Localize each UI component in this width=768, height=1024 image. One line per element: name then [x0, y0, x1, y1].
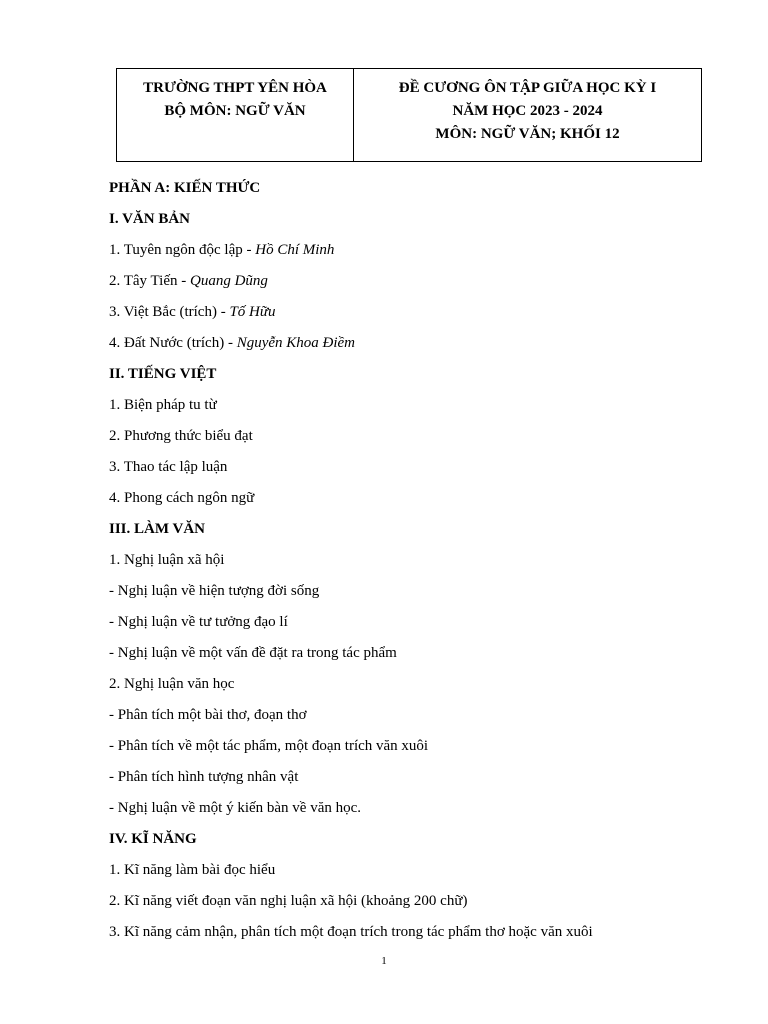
list-item: 2. Phương thức biểu đạt — [109, 428, 253, 444]
header-table — [116, 68, 702, 162]
work-author: Tố Hữu — [229, 304, 276, 320]
list-item: - Nghị luận về một ý kiến bàn về văn học. — [109, 800, 362, 816]
list-item: - Phân tích về một tác phẩm, một đoạn trích văn xuôi — [109, 738, 429, 754]
work-author: Nguyễn Khoa Điềm — [236, 335, 356, 351]
part-a-heading: PHẦN A: KIẾN THỨC — [109, 180, 261, 196]
list-item: 1. Kĩ năng làm bài đọc hiểu — [109, 862, 276, 878]
work-title: 1. Tuyên ngôn độc lập - — [109, 242, 256, 258]
list-item: 2. Kĩ năng viết đoạn văn nghị luận xã hội (khoảng 200 chữ) — [109, 893, 468, 909]
list-item: - Phân tích hình tượng nhân vật — [109, 769, 299, 785]
list-item: 3. Kĩ năng cảm nhận, phân tích một đoạn trích trong tác phẩm thơ hoặc văn xuôi — [109, 924, 593, 940]
school-info-cell — [117, 69, 354, 162]
department-name: BỘ MÔN: NGỮ VĂN — [164, 103, 306, 119]
list-item: - Nghị luận về một vấn đề đặt ra trong tác phẩm — [109, 645, 397, 661]
section-1-heading: I. VĂN BẢN — [109, 211, 190, 227]
list-item: - Phân tích một bài thơ, đoạn thơ — [109, 707, 307, 723]
list-item: - Nghị luận về tư tưởng đạo lí — [109, 614, 288, 630]
work-title: 2. Tây Tiến - — [109, 273, 190, 289]
list-item: 2. Nghị luận văn học — [109, 676, 235, 692]
list-item — [109, 328, 689, 359]
document-title-cell — [354, 69, 702, 162]
list-item: - Nghị luận về hiện tượng đời sống — [109, 583, 320, 599]
subject-grade: MÔN: NGỮ VĂN; KHỐI 12 — [435, 126, 620, 142]
list-item — [109, 266, 689, 297]
section-2-heading: II. TIẾNG VIỆT — [109, 366, 217, 382]
list-item: 1. Nghị luận xã hội — [109, 552, 225, 568]
list-item: 3. Thao tác lập luận — [109, 459, 228, 475]
work-title: 3. Việt Bắc (trích) - — [109, 304, 230, 320]
document-body — [109, 173, 689, 948]
section-4-heading: IV. KĨ NĂNG — [109, 831, 197, 847]
school-name: TRƯỜNG THPT YÊN HÒA — [143, 80, 327, 96]
work-author: Quang Dũng — [189, 273, 268, 289]
work-author: Hồ Chí Minh — [255, 242, 335, 258]
school-year: NĂM HỌC 2023 - 2024 — [452, 103, 603, 119]
work-title: 4. Đất Nước (trích) - — [109, 335, 237, 351]
list-item: 1. Biện pháp tu từ — [109, 397, 217, 413]
page-number: 1 — [381, 955, 387, 967]
document-title: ĐỀ CƯƠNG ÔN TẬP GIỮA HỌC KỲ I — [398, 80, 657, 96]
list-item — [109, 235, 689, 266]
section-3-heading: III. LÀM VĂN — [109, 521, 205, 537]
list-item: 4. Phong cách ngôn ngữ — [109, 490, 255, 506]
list-item — [109, 297, 689, 328]
